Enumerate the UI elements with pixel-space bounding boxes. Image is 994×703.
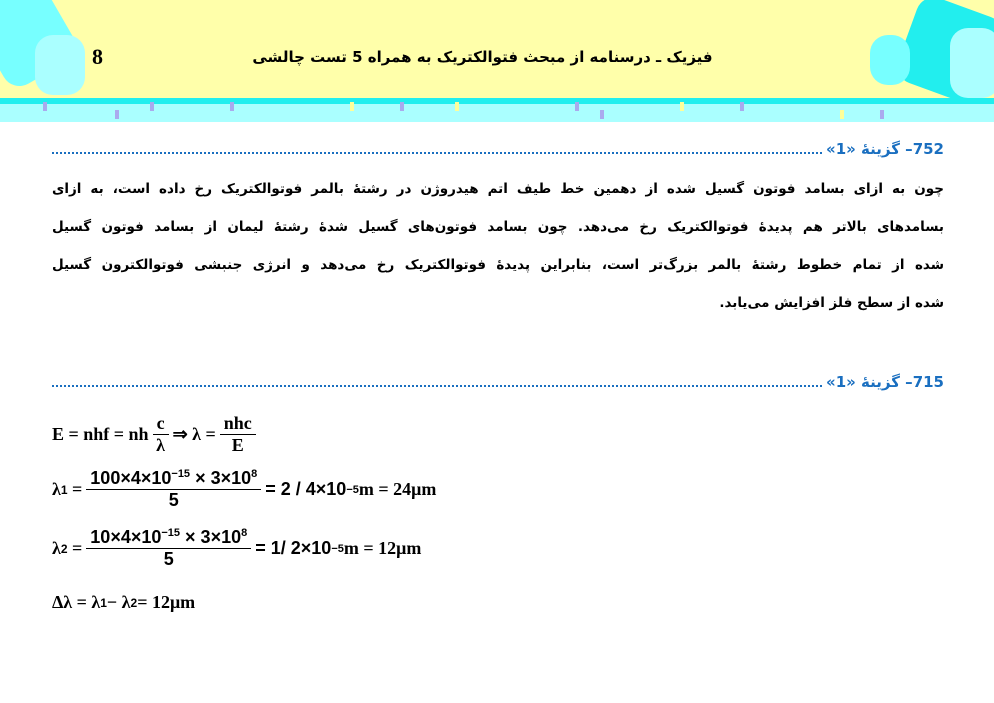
equation-3: λ 2 = $\frac{10\times 4\times 10^{-15} \times 3\times 10^8}{5}$ = 1/ 2×10 −5 m = 12μm [52,527,422,569]
decor-shape [35,35,85,95]
page-number: 8 [92,44,103,69]
equation-2: λ 1 = $\frac{100\times 4\times 10^{-15} \times 3\times 10^8}{5}$ = 2 / 4×10 −5 m = 24μm [52,468,437,510]
dotted-leader [52,377,822,387]
equation-1: E = nhf = nh $\frac{c}{\lambda}$ ⇒ λ = $\frac{\text{nhc}}{E}$ [52,413,260,456]
equation-4: Δλ = λ 1 − λ 2 = 12μm [52,592,196,612]
question-heading: 752– گزینهٔ «1» [52,140,944,158]
answer-paragraph: چون به ازای بسامد فوتون گسیل شده از دهمین خط طیف اتم هیدروژن در رشتهٔ بالمر فوتوالکتریک رخ داده است، به ازای بسامدهای بالاتر هم پدیدهٔ فوتوالکتریک رخ می‌دهد. چون بسامد فوتون‌های گسیل شدهٔ رشتهٔ لیمان از بسامد فوتون گسیل شده از تمام خطوط رشتهٔ بالمر بزرگ‌تر است، بنابراین پدیدهٔ فوتوالکتریک رخ می‌دهد و انرژی جنبشی فوتوالکترون گسیل شده از سطح فلز افزایش می‌یابد. [52,181,944,311]
question-heading: 715– گزینهٔ «1» [52,373,944,391]
decor-shape [870,35,910,85]
decor-shape [950,28,994,98]
dotted-leader [52,144,822,154]
header-band [0,98,994,122]
page-title: فیزیک ـ درسنامه از مبحث فتوالکتریک به همراه 5 تست چالشی [252,48,713,66]
page-header [0,0,994,98]
